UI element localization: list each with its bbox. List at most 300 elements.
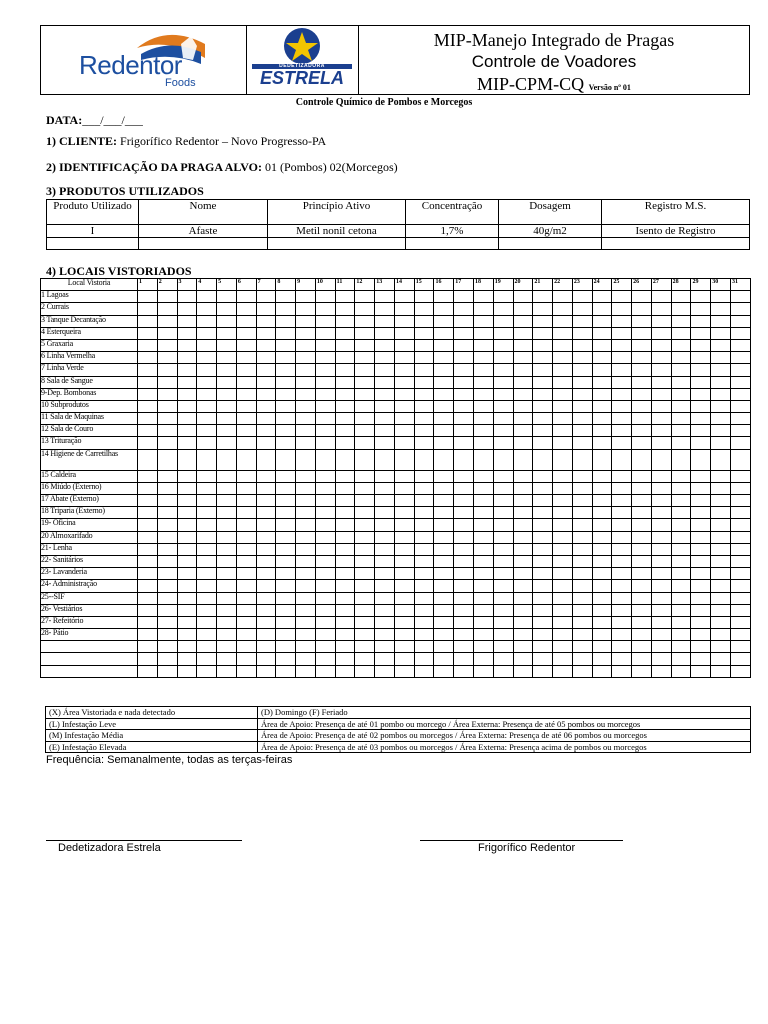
check-cell[interactable]	[513, 315, 533, 327]
check-cell[interactable]	[553, 352, 573, 364]
check-cell[interactable]	[632, 568, 652, 580]
check-cell[interactable]	[730, 482, 750, 494]
check-cell[interactable]	[394, 580, 414, 592]
check-cell[interactable]	[691, 376, 711, 388]
check-cell[interactable]	[197, 291, 217, 303]
check-cell[interactable]	[632, 507, 652, 519]
check-cell[interactable]	[513, 616, 533, 628]
check-cell[interactable]	[138, 616, 158, 628]
check-cell[interactable]	[296, 568, 316, 580]
check-cell[interactable]	[138, 568, 158, 580]
check-cell[interactable]	[157, 665, 177, 677]
check-cell[interactable]	[493, 519, 513, 531]
check-cell[interactable]	[553, 531, 573, 543]
check-cell[interactable]	[454, 339, 474, 351]
check-cell[interactable]	[474, 580, 494, 592]
check-cell[interactable]	[217, 653, 237, 665]
check-cell[interactable]	[414, 449, 434, 470]
check-cell[interactable]	[414, 653, 434, 665]
check-cell[interactable]	[355, 437, 375, 449]
check-cell[interactable]	[493, 507, 513, 519]
check-cell[interactable]	[730, 629, 750, 641]
check-cell[interactable]	[612, 437, 632, 449]
check-cell[interactable]	[533, 352, 553, 364]
check-cell[interactable]	[612, 352, 632, 364]
check-cell[interactable]	[711, 543, 731, 555]
check-cell[interactable]	[474, 604, 494, 616]
check-cell[interactable]	[592, 641, 612, 653]
check-cell[interactable]	[612, 449, 632, 470]
check-cell[interactable]	[296, 482, 316, 494]
check-cell[interactable]	[197, 495, 217, 507]
check-cell[interactable]	[276, 327, 296, 339]
check-cell[interactable]	[296, 665, 316, 677]
check-cell[interactable]	[711, 352, 731, 364]
check-cell[interactable]	[197, 437, 217, 449]
check-cell[interactable]	[276, 555, 296, 567]
check-cell[interactable]	[296, 580, 316, 592]
check-cell[interactable]	[177, 482, 197, 494]
check-cell[interactable]	[651, 507, 671, 519]
check-cell[interactable]	[572, 665, 592, 677]
check-cell[interactable]	[375, 400, 395, 412]
check-cell[interactable]	[493, 303, 513, 315]
check-cell[interactable]	[730, 315, 750, 327]
check-cell[interactable]	[355, 315, 375, 327]
check-cell[interactable]	[157, 531, 177, 543]
check-cell[interactable]	[236, 495, 256, 507]
check-cell[interactable]	[236, 327, 256, 339]
check-cell[interactable]	[632, 482, 652, 494]
check-cell[interactable]	[632, 388, 652, 400]
check-cell[interactable]	[217, 327, 237, 339]
check-cell[interactable]	[236, 543, 256, 555]
check-cell[interactable]	[454, 507, 474, 519]
check-cell[interactable]	[493, 376, 513, 388]
check-cell[interactable]	[414, 507, 434, 519]
check-cell[interactable]	[315, 519, 335, 531]
check-cell[interactable]	[217, 507, 237, 519]
check-cell[interactable]	[533, 303, 553, 315]
check-cell[interactable]	[197, 555, 217, 567]
check-cell[interactable]	[177, 303, 197, 315]
check-cell[interactable]	[730, 616, 750, 628]
check-cell[interactable]	[711, 449, 731, 470]
check-cell[interactable]	[612, 303, 632, 315]
check-cell[interactable]	[474, 413, 494, 425]
check-cell[interactable]	[414, 519, 434, 531]
check-cell[interactable]	[572, 531, 592, 543]
check-cell[interactable]	[335, 568, 355, 580]
check-cell[interactable]	[434, 470, 454, 482]
check-cell[interactable]	[394, 437, 414, 449]
check-cell[interactable]	[711, 580, 731, 592]
check-cell[interactable]	[493, 531, 513, 543]
check-cell[interactable]	[572, 315, 592, 327]
check-cell[interactable]	[276, 629, 296, 641]
check-cell[interactable]	[394, 482, 414, 494]
check-cell[interactable]	[671, 400, 691, 412]
check-cell[interactable]	[651, 449, 671, 470]
check-cell[interactable]	[533, 568, 553, 580]
check-cell[interactable]	[572, 291, 592, 303]
check-cell[interactable]	[197, 482, 217, 494]
check-cell[interactable]	[691, 653, 711, 665]
check-cell[interactable]	[513, 641, 533, 653]
check-cell[interactable]	[730, 580, 750, 592]
check-cell[interactable]	[572, 339, 592, 351]
check-cell[interactable]	[276, 531, 296, 543]
check-cell[interactable]	[138, 376, 158, 388]
check-cell[interactable]	[513, 303, 533, 315]
check-cell[interactable]	[612, 376, 632, 388]
check-cell[interactable]	[671, 339, 691, 351]
check-cell[interactable]	[691, 339, 711, 351]
check-cell[interactable]	[553, 376, 573, 388]
check-cell[interactable]	[355, 364, 375, 376]
check-cell[interactable]	[355, 339, 375, 351]
check-cell[interactable]	[553, 364, 573, 376]
check-cell[interactable]	[454, 425, 474, 437]
check-cell[interactable]	[355, 519, 375, 531]
check-cell[interactable]	[493, 482, 513, 494]
check-cell[interactable]	[256, 580, 276, 592]
check-cell[interactable]	[236, 291, 256, 303]
check-cell[interactable]	[236, 449, 256, 470]
check-cell[interactable]	[157, 364, 177, 376]
check-cell[interactable]	[375, 555, 395, 567]
check-cell[interactable]	[236, 616, 256, 628]
check-cell[interactable]	[671, 303, 691, 315]
check-cell[interactable]	[355, 376, 375, 388]
check-cell[interactable]	[355, 629, 375, 641]
check-cell[interactable]	[533, 482, 553, 494]
check-cell[interactable]	[236, 555, 256, 567]
check-cell[interactable]	[671, 604, 691, 616]
check-cell[interactable]	[513, 568, 533, 580]
check-cell[interactable]	[632, 604, 652, 616]
check-cell[interactable]	[612, 364, 632, 376]
check-cell[interactable]	[177, 495, 197, 507]
check-cell[interactable]	[592, 629, 612, 641]
check-cell[interactable]	[276, 592, 296, 604]
check-cell[interactable]	[296, 352, 316, 364]
check-cell[interactable]	[592, 449, 612, 470]
check-cell[interactable]	[592, 568, 612, 580]
check-cell[interactable]	[276, 376, 296, 388]
check-cell[interactable]	[533, 413, 553, 425]
check-cell[interactable]	[276, 495, 296, 507]
check-cell[interactable]	[513, 495, 533, 507]
check-cell[interactable]	[651, 592, 671, 604]
check-cell[interactable]	[177, 531, 197, 543]
check-cell[interactable]	[335, 653, 355, 665]
check-cell[interactable]	[236, 507, 256, 519]
check-cell[interactable]	[335, 376, 355, 388]
check-cell[interactable]	[533, 449, 553, 470]
check-cell[interactable]	[651, 470, 671, 482]
check-cell[interactable]	[632, 376, 652, 388]
check-cell[interactable]	[296, 543, 316, 555]
check-cell[interactable]	[632, 653, 652, 665]
check-cell[interactable]	[651, 376, 671, 388]
check-cell[interactable]	[553, 303, 573, 315]
check-cell[interactable]	[454, 604, 474, 616]
check-cell[interactable]	[513, 388, 533, 400]
check-cell[interactable]	[572, 482, 592, 494]
check-cell[interactable]	[414, 425, 434, 437]
check-cell[interactable]	[197, 531, 217, 543]
check-cell[interactable]	[572, 449, 592, 470]
check-cell[interactable]	[691, 543, 711, 555]
check-cell[interactable]	[572, 580, 592, 592]
check-cell[interactable]	[256, 400, 276, 412]
check-cell[interactable]	[394, 616, 414, 628]
check-cell[interactable]	[533, 291, 553, 303]
check-cell[interactable]	[355, 555, 375, 567]
check-cell[interactable]	[355, 291, 375, 303]
check-cell[interactable]	[296, 616, 316, 628]
check-cell[interactable]	[296, 507, 316, 519]
check-cell[interactable]	[612, 555, 632, 567]
check-cell[interactable]	[276, 388, 296, 400]
check-cell[interactable]	[671, 629, 691, 641]
check-cell[interactable]	[691, 592, 711, 604]
check-cell[interactable]	[296, 315, 316, 327]
check-cell[interactable]	[276, 291, 296, 303]
check-cell[interactable]	[355, 388, 375, 400]
check-cell[interactable]	[138, 291, 158, 303]
check-cell[interactable]	[454, 592, 474, 604]
check-cell[interactable]	[315, 388, 335, 400]
check-cell[interactable]	[157, 376, 177, 388]
check-cell[interactable]	[177, 653, 197, 665]
check-cell[interactable]	[335, 519, 355, 531]
check-cell[interactable]	[394, 376, 414, 388]
check-cell[interactable]	[414, 388, 434, 400]
check-cell[interactable]	[493, 543, 513, 555]
check-cell[interactable]	[592, 327, 612, 339]
check-cell[interactable]	[572, 400, 592, 412]
check-cell[interactable]	[513, 352, 533, 364]
check-cell[interactable]	[157, 482, 177, 494]
check-cell[interactable]	[296, 555, 316, 567]
check-cell[interactable]	[138, 470, 158, 482]
check-cell[interactable]	[730, 339, 750, 351]
check-cell[interactable]	[553, 339, 573, 351]
check-cell[interactable]	[434, 364, 454, 376]
check-cell[interactable]	[572, 653, 592, 665]
check-cell[interactable]	[197, 303, 217, 315]
check-cell[interactable]	[177, 376, 197, 388]
check-cell[interactable]	[572, 519, 592, 531]
check-cell[interactable]	[315, 352, 335, 364]
check-cell[interactable]	[414, 592, 434, 604]
check-cell[interactable]	[592, 339, 612, 351]
check-cell[interactable]	[632, 364, 652, 376]
check-cell[interactable]	[572, 470, 592, 482]
check-cell[interactable]	[592, 364, 612, 376]
check-cell[interactable]	[414, 641, 434, 653]
check-cell[interactable]	[572, 413, 592, 425]
check-cell[interactable]	[197, 315, 217, 327]
check-cell[interactable]	[612, 291, 632, 303]
check-cell[interactable]	[691, 425, 711, 437]
check-cell[interactable]	[236, 580, 256, 592]
check-cell[interactable]	[632, 495, 652, 507]
check-cell[interactable]	[414, 531, 434, 543]
check-cell[interactable]	[572, 425, 592, 437]
check-cell[interactable]	[691, 437, 711, 449]
check-cell[interactable]	[296, 400, 316, 412]
check-cell[interactable]	[217, 568, 237, 580]
check-cell[interactable]	[493, 495, 513, 507]
check-cell[interactable]	[217, 315, 237, 327]
check-cell[interactable]	[493, 653, 513, 665]
check-cell[interactable]	[197, 665, 217, 677]
check-cell[interactable]	[572, 376, 592, 388]
check-cell[interactable]	[651, 604, 671, 616]
check-cell[interactable]	[197, 653, 217, 665]
check-cell[interactable]	[414, 400, 434, 412]
check-cell[interactable]	[236, 604, 256, 616]
check-cell[interactable]	[276, 580, 296, 592]
check-cell[interactable]	[276, 413, 296, 425]
check-cell[interactable]	[355, 495, 375, 507]
check-cell[interactable]	[157, 339, 177, 351]
check-cell[interactable]	[197, 376, 217, 388]
check-cell[interactable]	[592, 495, 612, 507]
check-cell[interactable]	[612, 413, 632, 425]
check-cell[interactable]	[553, 543, 573, 555]
check-cell[interactable]	[315, 629, 335, 641]
check-cell[interactable]	[691, 327, 711, 339]
check-cell[interactable]	[671, 519, 691, 531]
check-cell[interactable]	[691, 555, 711, 567]
check-cell[interactable]	[414, 604, 434, 616]
check-cell[interactable]	[197, 543, 217, 555]
check-cell[interactable]	[296, 604, 316, 616]
check-cell[interactable]	[533, 470, 553, 482]
check-cell[interactable]	[553, 413, 573, 425]
check-cell[interactable]	[394, 543, 414, 555]
check-cell[interactable]	[197, 580, 217, 592]
check-cell[interactable]	[632, 629, 652, 641]
check-cell[interactable]	[632, 555, 652, 567]
check-cell[interactable]	[197, 616, 217, 628]
check-cell[interactable]	[651, 425, 671, 437]
check-cell[interactable]	[315, 437, 335, 449]
check-cell[interactable]	[632, 449, 652, 470]
check-cell[interactable]	[592, 653, 612, 665]
check-cell[interactable]	[612, 425, 632, 437]
check-cell[interactable]	[711, 364, 731, 376]
check-cell[interactable]	[375, 653, 395, 665]
check-cell[interactable]	[315, 315, 335, 327]
check-cell[interactable]	[138, 437, 158, 449]
check-cell[interactable]	[632, 400, 652, 412]
check-cell[interactable]	[572, 641, 592, 653]
check-cell[interactable]	[157, 641, 177, 653]
check-cell[interactable]	[355, 616, 375, 628]
check-cell[interactable]	[592, 519, 612, 531]
check-cell[interactable]	[533, 543, 553, 555]
check-cell[interactable]	[315, 531, 335, 543]
check-cell[interactable]	[355, 482, 375, 494]
check-cell[interactable]	[236, 470, 256, 482]
check-cell[interactable]	[691, 507, 711, 519]
check-cell[interactable]	[375, 507, 395, 519]
check-cell[interactable]	[493, 400, 513, 412]
check-cell[interactable]	[533, 339, 553, 351]
check-cell[interactable]	[533, 641, 553, 653]
check-cell[interactable]	[651, 482, 671, 494]
check-cell[interactable]	[533, 507, 553, 519]
check-cell[interactable]	[394, 519, 414, 531]
check-cell[interactable]	[572, 303, 592, 315]
check-cell[interactable]	[256, 327, 276, 339]
check-cell[interactable]	[711, 531, 731, 543]
check-cell[interactable]	[217, 592, 237, 604]
check-cell[interactable]	[177, 555, 197, 567]
check-cell[interactable]	[177, 665, 197, 677]
check-cell[interactable]	[612, 568, 632, 580]
check-cell[interactable]	[493, 315, 513, 327]
check-cell[interactable]	[533, 653, 553, 665]
check-cell[interactable]	[454, 388, 474, 400]
check-cell[interactable]	[296, 495, 316, 507]
check-cell[interactable]	[335, 303, 355, 315]
check-cell[interactable]	[671, 352, 691, 364]
check-cell[interactable]	[474, 352, 494, 364]
check-cell[interactable]	[296, 449, 316, 470]
check-cell[interactable]	[375, 388, 395, 400]
check-cell[interactable]	[157, 303, 177, 315]
check-cell[interactable]	[394, 291, 414, 303]
check-cell[interactable]	[276, 482, 296, 494]
check-cell[interactable]	[276, 641, 296, 653]
check-cell[interactable]	[375, 665, 395, 677]
check-cell[interactable]	[553, 629, 573, 641]
check-cell[interactable]	[256, 629, 276, 641]
check-cell[interactable]	[711, 413, 731, 425]
check-cell[interactable]	[671, 616, 691, 628]
check-cell[interactable]	[474, 327, 494, 339]
check-cell[interactable]	[493, 291, 513, 303]
check-cell[interactable]	[513, 507, 533, 519]
check-cell[interactable]	[474, 568, 494, 580]
check-cell[interactable]	[217, 291, 237, 303]
check-cell[interactable]	[632, 665, 652, 677]
check-cell[interactable]	[711, 376, 731, 388]
check-cell[interactable]	[256, 364, 276, 376]
check-cell[interactable]	[217, 604, 237, 616]
check-cell[interactable]	[730, 495, 750, 507]
check-cell[interactable]	[394, 315, 414, 327]
check-cell[interactable]	[434, 315, 454, 327]
check-cell[interactable]	[592, 665, 612, 677]
check-cell[interactable]	[177, 327, 197, 339]
check-cell[interactable]	[394, 303, 414, 315]
check-cell[interactable]	[493, 604, 513, 616]
check-cell[interactable]	[434, 653, 454, 665]
check-cell[interactable]	[335, 555, 355, 567]
check-cell[interactable]	[454, 555, 474, 567]
check-cell[interactable]	[217, 616, 237, 628]
check-cell[interactable]	[730, 303, 750, 315]
check-cell[interactable]	[335, 425, 355, 437]
check-cell[interactable]	[553, 641, 573, 653]
